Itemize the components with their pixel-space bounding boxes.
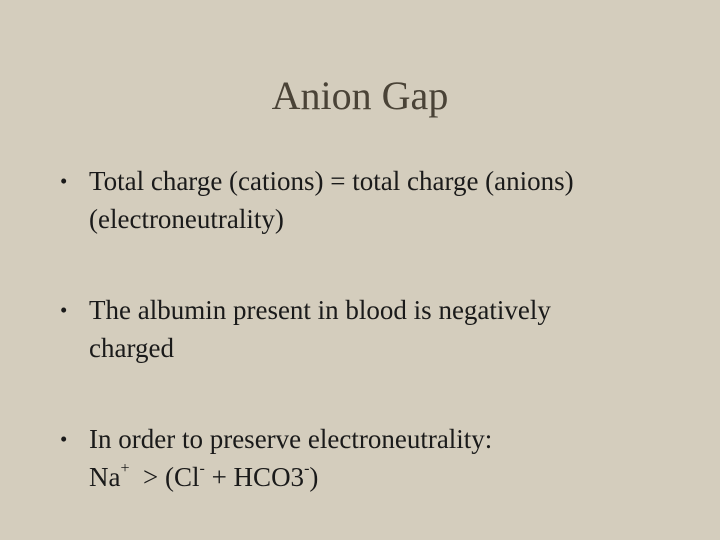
bullet-text-line: In order to preserve electroneutrality: bbox=[89, 424, 493, 454]
bullet-text-line: charged bbox=[89, 333, 174, 363]
formula-na-charge: + bbox=[120, 460, 130, 477]
bullet-item-albumin bbox=[60, 291, 690, 367]
formula-hco3-charge: - bbox=[304, 460, 310, 477]
bullet-icon: • bbox=[60, 427, 68, 451]
bullet-text-line: Total charge (cations) = total charge (anions) bbox=[89, 166, 574, 196]
formula-close: ) bbox=[309, 462, 319, 492]
bullet-icon: • bbox=[60, 298, 68, 322]
formula-cl-charge: - bbox=[199, 460, 205, 477]
formula-na: Na bbox=[89, 462, 121, 492]
formula-line bbox=[89, 458, 690, 496]
bullet-icon: • bbox=[60, 169, 68, 193]
bullet-item-electroneutrality bbox=[60, 162, 690, 238]
formula-middle: > (Cl bbox=[129, 462, 200, 492]
formula-hco3: + HCO3 bbox=[204, 462, 305, 492]
bullet-list bbox=[60, 162, 690, 496]
bullet-text-line: (electroneutrality) bbox=[89, 204, 284, 234]
bullet-text-line: The albumin present in blood is negatively bbox=[89, 295, 551, 325]
slide-title: Anion Gap bbox=[271, 73, 449, 118]
bullet-item-preserve bbox=[60, 420, 690, 496]
